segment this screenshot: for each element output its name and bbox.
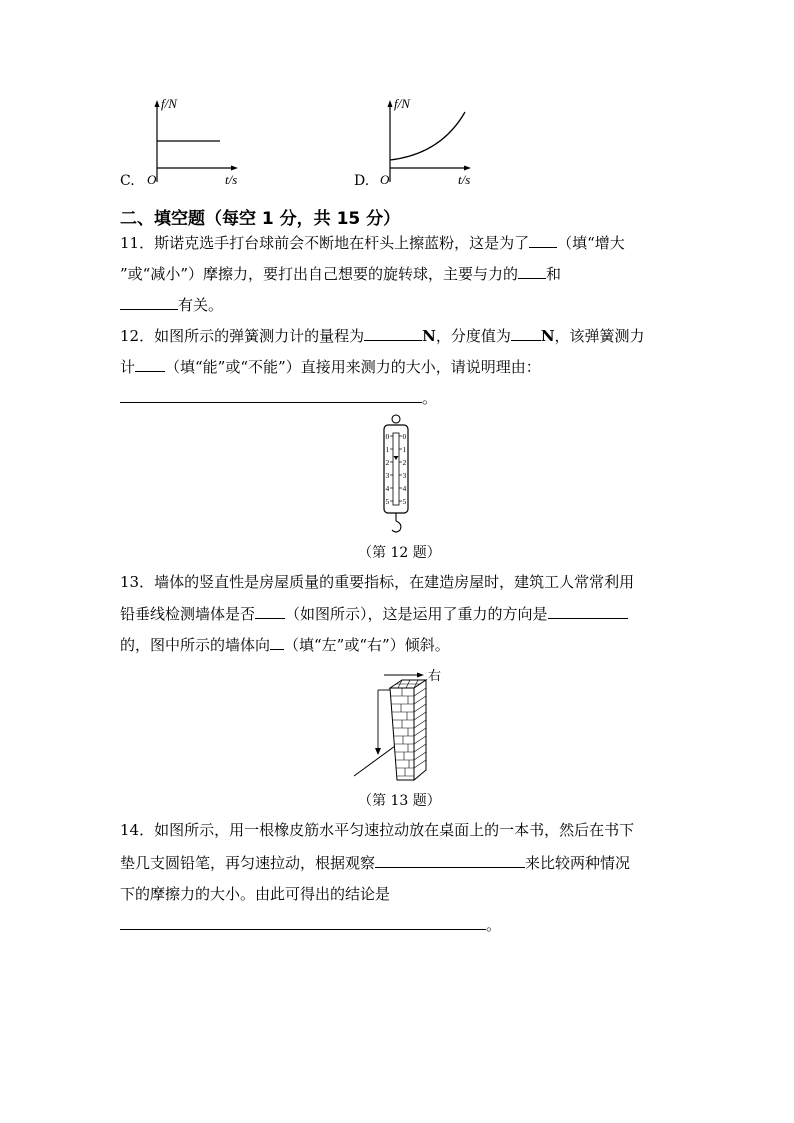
scale-label-left-0: 0 — [385, 432, 390, 441]
q12-blank-can[interactable] — [135, 356, 165, 372]
graph-d-x-label: t/s — [458, 172, 471, 187]
q13-caption: （第 13 题） — [358, 793, 441, 809]
q11-blank-3[interactable] — [120, 294, 178, 310]
q13-line-2: 铅垂线检测墙体是否 （如图所示），这是运用了重力的方向是 — [120, 603, 628, 624]
spring-scale-figure — [376, 412, 416, 536]
scale-label-left-3: 3 — [385, 471, 390, 480]
scale-label-right-4: 4 — [402, 484, 407, 493]
direction-label-right: 右 — [428, 668, 442, 683]
graph-c-y-label: f/N — [161, 96, 177, 111]
plumb-bob — [375, 748, 381, 755]
scale-label-left-4: 4 — [385, 484, 390, 493]
q11-line-2: ”或“减小”）摩擦力，要打出自己想要的旋转球，主要与力的 和 — [120, 265, 562, 283]
scale-label-right-2: 2 — [402, 458, 407, 467]
graph-c-x-label: t/s — [225, 172, 238, 187]
q12-line-1: 12．如图所示的弹簧测力计的量程为 N，分度值为 N，该弹簧测力 — [120, 327, 645, 345]
q14-line-3: 下的摩擦力的大小。由此可得出的结论是 — [120, 885, 391, 903]
scale-label-left-1: 1 — [385, 445, 390, 454]
graph-d-y-label: f/N — [394, 96, 410, 111]
q14-blank-conclusion[interactable] — [120, 914, 486, 930]
option-d-label: D. — [354, 173, 370, 189]
scale-label-right-1: 1 — [402, 445, 407, 454]
q12-line-2: 计 （填“能”或“不能”）直接用来测力的大小，请说明理由： — [120, 358, 541, 376]
q14-line-2: 垫几支圆铅笔，再匀速拉动，根据观察 来比较两种情况 — [120, 854, 631, 872]
section-title: 二、填空题（每空 1 分，共 15 分） — [120, 209, 401, 229]
q11-line-1: 11．斯诺克选手打台球前会不断地在杆头上擦蓝粉，这是为了 （填“增大 — [120, 234, 625, 252]
graph-c — [130, 90, 250, 190]
q12-blank-division[interactable] — [511, 325, 541, 341]
q11-blank-2[interactable] — [518, 263, 546, 279]
scale-label-right-0: 0 — [402, 432, 407, 441]
brick-wall-figure — [346, 664, 456, 784]
q14-line-1: 14．如图所示，用一根橡皮筋水平匀速拉动放在桌面上的一本书，然后在书下 — [120, 821, 635, 839]
scale-label-right-3: 3 — [402, 471, 407, 480]
q13-blank-vertical[interactable] — [255, 603, 285, 619]
option-c-label: C. — [120, 173, 135, 189]
scale-label-left-2: 2 — [385, 458, 390, 467]
q12-line-3: 。 — [120, 387, 437, 408]
q11-blank-1[interactable] — [529, 232, 557, 248]
scale-label-right-5: 5 — [402, 497, 407, 506]
q14-line-4: 。 — [120, 914, 501, 935]
q12-caption: （第 12 题） — [358, 545, 441, 561]
q13-line-3: 的，图中所示的墙体向 （填“左”或“右”）倾斜。 — [120, 636, 450, 654]
graph-d-curve — [390, 112, 465, 160]
graph-d-origin: O — [380, 172, 390, 187]
graph-d — [363, 90, 483, 190]
q14-blank-observe[interactable] — [375, 852, 525, 868]
q13-blank-tilt[interactable] — [270, 634, 284, 650]
q11-line-3: 有关。 — [120, 294, 223, 315]
graph-c-origin: O — [147, 172, 157, 187]
q12-blank-range[interactable] — [364, 325, 422, 341]
q13-line-1: 13．墙体的竖直性是房屋质量的重要指标，在建造房屋时，建筑工人常常利用 — [120, 573, 635, 591]
scale-label-left-5: 5 — [385, 497, 390, 506]
q13-blank-direction[interactable] — [548, 603, 628, 619]
q12-blank-reason[interactable] — [120, 387, 422, 403]
